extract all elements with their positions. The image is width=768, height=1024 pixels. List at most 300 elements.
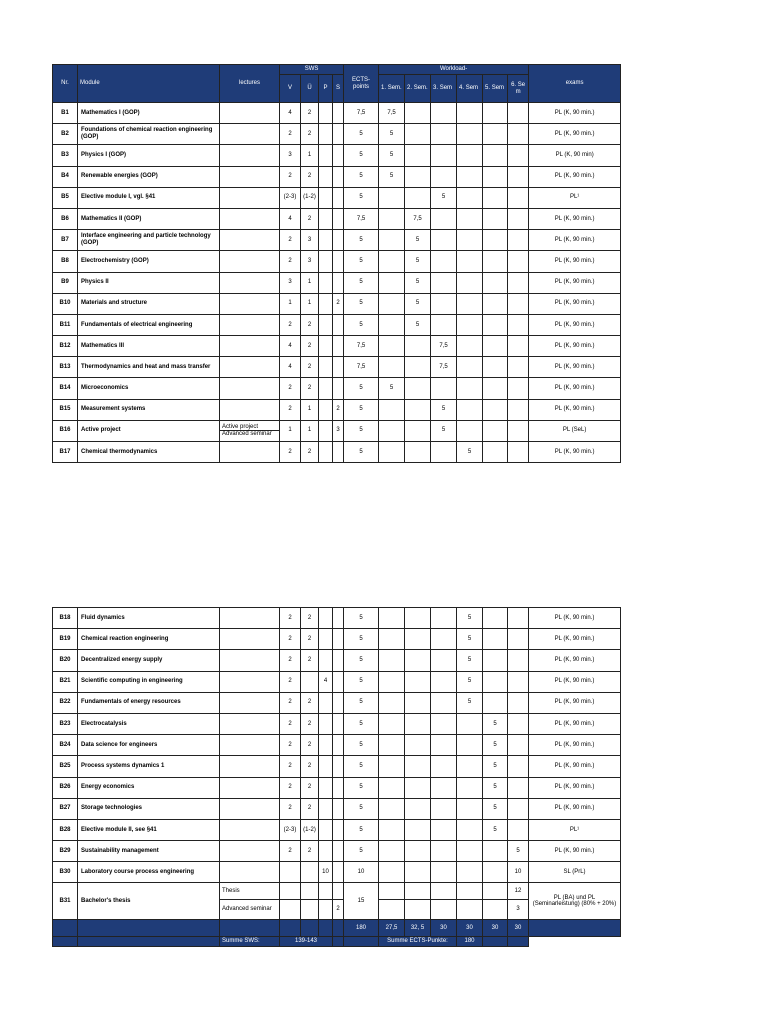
workload-sem5: [483, 841, 508, 862]
workload-sem1: [379, 735, 405, 756]
exam-type: PL (SeL): [529, 420, 621, 441]
ects-points: 5: [344, 819, 379, 840]
sws-v: 2: [280, 399, 301, 420]
workload-sem1: [379, 756, 405, 777]
module-nr: B10: [53, 293, 78, 314]
workload-sem6: [508, 272, 529, 293]
module-table-part1: [52, 64, 621, 463]
header-s: S: [333, 75, 344, 103]
workload-sem1: [379, 819, 405, 840]
workload-sem5: [483, 145, 508, 166]
lecture-type: [220, 187, 280, 208]
sws-v: 2: [280, 442, 301, 463]
module-nr: B18: [53, 608, 78, 629]
module-name: Storage technologies: [78, 798, 220, 819]
sws-p: [319, 314, 333, 335]
ects-points: 5: [344, 251, 379, 272]
sws-v: 2: [280, 713, 301, 734]
workload-sem1: 7,5: [379, 103, 405, 124]
lecture-type: [220, 420, 280, 441]
workload-sem5: [483, 103, 508, 124]
workload-sem2: [405, 841, 431, 862]
exam-type: PL (K, 90 min.): [529, 357, 621, 378]
workload-sem2: [405, 442, 431, 463]
header-sws: SWS: [280, 65, 344, 75]
workload-sem3: [431, 671, 457, 692]
workload-sem3: 7,5: [431, 357, 457, 378]
workload-sem2: [405, 336, 431, 357]
sws-s: [333, 208, 344, 229]
ects-points: 5: [344, 735, 379, 756]
module-nr: B27: [53, 798, 78, 819]
workload-sem5: [483, 629, 508, 650]
exam-type: PL (K, 90 min): [529, 145, 621, 166]
workload-sem2: [405, 735, 431, 756]
sws-v: 4: [280, 208, 301, 229]
sws-p: [319, 378, 333, 399]
workload-sem5: [483, 230, 508, 251]
sws-p: 4: [319, 671, 333, 692]
module-nr: B6: [53, 208, 78, 229]
workload-sem2: [405, 608, 431, 629]
sws-s: [333, 798, 344, 819]
workload-sem1: [379, 862, 405, 883]
workload-sem3: 7,5: [431, 336, 457, 357]
workload-sem3: [431, 629, 457, 650]
workload-sem4: [457, 756, 483, 777]
workload-sem3: [431, 735, 457, 756]
workload-sem4: 5: [457, 608, 483, 629]
module-name: Fundamentals of electrical engineering: [78, 314, 220, 335]
workload-sem3: [431, 124, 457, 145]
exam-type: SL (PrL): [529, 862, 621, 883]
lecture-type: [220, 230, 280, 251]
thesis-ects: 15: [344, 883, 379, 920]
exam-type: PL (K, 90 min.): [529, 671, 621, 692]
module-name: Active project: [78, 420, 220, 441]
workload-sem4: [457, 145, 483, 166]
module-nr: B9: [53, 272, 78, 293]
sws-v: 2: [280, 841, 301, 862]
ects-sum-value: 180: [457, 937, 483, 947]
exam-type: PL (K, 90 min.): [529, 841, 621, 862]
sws-p: [319, 399, 333, 420]
lecture-type: [220, 103, 280, 124]
lecture-type: [220, 314, 280, 335]
lecture-type: [220, 336, 280, 357]
total-sem4: 30: [457, 920, 483, 937]
table-row: [53, 420, 621, 441]
table-row: [53, 272, 621, 293]
workload-sem3: [431, 208, 457, 229]
workload-sem1: [379, 713, 405, 734]
sws-u: 2: [301, 166, 319, 187]
workload-sem6: [508, 357, 529, 378]
sws-s: [333, 862, 344, 883]
module-nr: B11: [53, 314, 78, 335]
workload-sem3: [431, 608, 457, 629]
workload-sem3: [431, 293, 457, 314]
header-sem5: 5. Sem: [483, 75, 508, 103]
workload-sem5: [483, 378, 508, 399]
module-name: Materials and structure: [78, 293, 220, 314]
workload-sem5: 5: [483, 735, 508, 756]
lecture-type: [220, 713, 280, 734]
sws-s: [333, 187, 344, 208]
table-row: [53, 629, 621, 650]
exam-type: PL (K, 90 min.): [529, 735, 621, 756]
workload-sem4: [457, 735, 483, 756]
lecture-type: [220, 293, 280, 314]
sws-s: [333, 251, 344, 272]
workload-sem6: [508, 420, 529, 441]
workload-sem1: [379, 841, 405, 862]
workload-sem1: [379, 420, 405, 441]
exam-type: PL¹: [529, 819, 621, 840]
table-row: [53, 378, 621, 399]
sws-s: [333, 314, 344, 335]
workload-sem5: 5: [483, 756, 508, 777]
lecture-type-secondary: Advanced seminar: [222, 431, 272, 438]
workload-sem2: [405, 819, 431, 840]
lecture-type: [220, 608, 280, 629]
sws-v: 2: [280, 735, 301, 756]
exam-type: PL (K, 90 min.): [529, 378, 621, 399]
sws-p: [319, 166, 333, 187]
total-ects: 180: [344, 920, 379, 937]
workload-sem4: 5: [457, 671, 483, 692]
table-row: [53, 187, 621, 208]
table-row: [53, 862, 621, 883]
exam-type: PL (K, 90 min.): [529, 293, 621, 314]
sws-s: [333, 145, 344, 166]
workload-sem5: [483, 166, 508, 187]
sws-v: 2: [280, 166, 301, 187]
sws-v: 2: [280, 124, 301, 145]
exam-type: PL (K, 90 min.): [529, 608, 621, 629]
sws-s: [333, 756, 344, 777]
sws-v: 4: [280, 336, 301, 357]
workload-sem4: 5: [457, 692, 483, 713]
module-nr: B20: [53, 650, 78, 671]
ects-points: 5: [344, 420, 379, 441]
workload-sem6: [508, 145, 529, 166]
sws-v: [280, 862, 301, 883]
workload-sem6: [508, 251, 529, 272]
workload-sem1: [379, 650, 405, 671]
header-ects: ECTS-points: [344, 65, 379, 103]
workload-sem4: [457, 103, 483, 124]
sws-u: 2: [301, 735, 319, 756]
sws-p: [319, 713, 333, 734]
sws-u: 2: [301, 650, 319, 671]
workload-sem2: 5: [405, 251, 431, 272]
sws-v: 2: [280, 671, 301, 692]
sws-s: [333, 357, 344, 378]
workload-sem2: [405, 166, 431, 187]
lecture-type: [220, 208, 280, 229]
sws-v: 2: [280, 608, 301, 629]
sws-p: [319, 103, 333, 124]
workload-sem4: [457, 357, 483, 378]
workload-sem2: [405, 692, 431, 713]
workload-sem1: [379, 336, 405, 357]
sws-u: 3: [301, 230, 319, 251]
exam-type: PL (K, 90 min.): [529, 230, 621, 251]
workload-sem1: [379, 293, 405, 314]
module-nr: B2: [53, 124, 78, 145]
sws-u: 2: [301, 124, 319, 145]
module-name: Physics II: [78, 272, 220, 293]
table-row: [53, 798, 621, 819]
workload-sem4: [457, 420, 483, 441]
workload-sem6: [508, 103, 529, 124]
sws-s: [333, 629, 344, 650]
workload-sem1: [379, 251, 405, 272]
workload-sem1: [379, 399, 405, 420]
module-nr: B15: [53, 399, 78, 420]
workload-sem3: [431, 841, 457, 862]
sws-u: 1: [301, 272, 319, 293]
table-body-part2: [53, 608, 621, 883]
total-sem5: 30: [483, 920, 508, 937]
lecture-type: [220, 819, 280, 840]
module-name: Sustainability management: [78, 841, 220, 862]
module-nr: B30: [53, 862, 78, 883]
sws-u: 1: [301, 399, 319, 420]
exam-type: PL (K, 90 min.): [529, 251, 621, 272]
table-row: [53, 671, 621, 692]
workload-sem3: [431, 819, 457, 840]
exam-type: PL (K, 90 min.): [529, 692, 621, 713]
total-sem1: 27,5: [379, 920, 405, 937]
ects-points: 5: [344, 629, 379, 650]
workload-sem5: [483, 314, 508, 335]
ects-points: 10: [344, 862, 379, 883]
sws-p: [319, 145, 333, 166]
header-exams: exams: [529, 65, 621, 103]
module-name: Electrochemistry (GOP): [78, 251, 220, 272]
workload-sem2: 5: [405, 272, 431, 293]
ects-points: 5: [344, 399, 379, 420]
table-row: [53, 124, 621, 145]
sws-s: [333, 166, 344, 187]
workload-sem4: [457, 251, 483, 272]
sws-s: [333, 819, 344, 840]
sws-s: [333, 735, 344, 756]
header-sem4: 4. Sem: [457, 75, 483, 103]
table-row: [53, 399, 621, 420]
sws-p: [319, 293, 333, 314]
workload-sem5: 5: [483, 777, 508, 798]
workload-sem3: [431, 862, 457, 883]
workload-sem3: 5: [431, 399, 457, 420]
workload-sem5: [483, 272, 508, 293]
workload-sem3: 5: [431, 187, 457, 208]
workload-sem6: [508, 713, 529, 734]
workload-sem1: 5: [379, 378, 405, 399]
module-nr: B16: [53, 420, 78, 441]
exam-type: PL (K, 90 min.): [529, 756, 621, 777]
sws-sum-label: Summe SWS:: [220, 937, 280, 947]
module-name: Decentralized energy supply: [78, 650, 220, 671]
workload-sem2: 5: [405, 293, 431, 314]
exam-type: PL (K, 90 min.): [529, 442, 621, 463]
module-name: Chemical thermodynamics: [78, 442, 220, 463]
sws-p: [319, 187, 333, 208]
table-row: [53, 103, 621, 124]
sws-u: 2: [301, 208, 319, 229]
lecture-type: [220, 251, 280, 272]
sws-u: 2: [301, 442, 319, 463]
table-row: [53, 442, 621, 463]
lecture-type: [220, 145, 280, 166]
module-nr: B17: [53, 442, 78, 463]
module-nr: B24: [53, 735, 78, 756]
workload-sem3: [431, 777, 457, 798]
workload-sem2: [405, 629, 431, 650]
table-row: [53, 166, 621, 187]
sws-u: (1-2): [301, 187, 319, 208]
workload-sem6: 10: [508, 862, 529, 883]
sws-u: 2: [301, 608, 319, 629]
ects-points: 5: [344, 777, 379, 798]
sws-v: 3: [280, 272, 301, 293]
workload-sem1: [379, 608, 405, 629]
ects-points: 5: [344, 650, 379, 671]
sws-p: [319, 819, 333, 840]
thesis-sem6b: 3: [508, 900, 529, 920]
exam-type: PL (K, 90 min.): [529, 314, 621, 335]
workload-sem1: 5: [379, 166, 405, 187]
sws-s: [333, 230, 344, 251]
module-name: Elective module II, see §41: [78, 819, 220, 840]
workload-sem6: [508, 208, 529, 229]
module-nr: B21: [53, 671, 78, 692]
header-module: Module: [78, 65, 220, 103]
module-name: Measurement systems: [78, 399, 220, 420]
workload-sem6: [508, 293, 529, 314]
module-nr: B23: [53, 713, 78, 734]
lecture-type: [220, 166, 280, 187]
sws-p: [319, 124, 333, 145]
workload-sem6: [508, 650, 529, 671]
sws-p: [319, 777, 333, 798]
sws-v: 2: [280, 230, 301, 251]
module-nr: B25: [53, 756, 78, 777]
table-row: [53, 357, 621, 378]
ects-sum-label: Summe ECTS-Punkte:: [379, 937, 457, 947]
module-name: Microeconomics: [78, 378, 220, 399]
sws-v: 4: [280, 103, 301, 124]
workload-sem3: [431, 713, 457, 734]
workload-sem4: [457, 841, 483, 862]
table-row: [53, 251, 621, 272]
workload-sem2: [405, 777, 431, 798]
sws-v: (2-3): [280, 819, 301, 840]
workload-sem2: [405, 145, 431, 166]
sws-s: [333, 608, 344, 629]
ects-points: 5: [344, 442, 379, 463]
sws-p: [319, 735, 333, 756]
workload-sem2: [405, 862, 431, 883]
sws-v: 2: [280, 650, 301, 671]
sws-v: 2: [280, 777, 301, 798]
module-nr: B3: [53, 145, 78, 166]
sws-s: [333, 272, 344, 293]
workload-sem3: [431, 378, 457, 399]
module-name: Mathematics III: [78, 336, 220, 357]
lecture-type: [220, 378, 280, 399]
workload-sem2: [405, 671, 431, 692]
workload-sem4: [457, 230, 483, 251]
sws-u: 1: [301, 145, 319, 166]
exam-type: PL (K, 90 min.): [529, 798, 621, 819]
exam-type: PL (K, 90 min.): [529, 124, 621, 145]
workload-sem3: [431, 103, 457, 124]
module-name: Electrocatalysis: [78, 713, 220, 734]
exam-type: PL (K, 90 min.): [529, 777, 621, 798]
workload-sem5: [483, 399, 508, 420]
workload-sem3: [431, 166, 457, 187]
exam-type: PL¹: [529, 187, 621, 208]
module-name: Fluid dynamics: [78, 608, 220, 629]
header-nr: Nr.: [53, 65, 78, 103]
module-table-part2: [52, 607, 621, 947]
workload-sem4: [457, 208, 483, 229]
lecture-type: [220, 399, 280, 420]
workload-sem6: [508, 798, 529, 819]
workload-sem4: [457, 819, 483, 840]
workload-sem1: 5: [379, 124, 405, 145]
workload-sem4: [457, 336, 483, 357]
workload-sem3: [431, 692, 457, 713]
lecture-type: [220, 692, 280, 713]
sws-p: [319, 420, 333, 441]
sws-s: [333, 671, 344, 692]
sws-p: [319, 336, 333, 357]
workload-sem5: [483, 357, 508, 378]
ects-points: 5: [344, 145, 379, 166]
table-row: [53, 314, 621, 335]
workload-sem3: [431, 272, 457, 293]
table-row: [53, 756, 621, 777]
sws-p: [319, 357, 333, 378]
header-sem3: 3. Sem: [431, 75, 457, 103]
workload-sem2: [405, 650, 431, 671]
workload-sem4: [457, 314, 483, 335]
workload-sem5: [483, 862, 508, 883]
workload-sem3: [431, 230, 457, 251]
sws-u: 2: [301, 629, 319, 650]
header-sem6: 6. Se m: [508, 75, 529, 103]
sws-p: [319, 629, 333, 650]
sws-p: [319, 208, 333, 229]
thesis-nr: B31: [53, 883, 78, 920]
table-row: [53, 230, 621, 251]
exam-type: PL (K, 90 min.): [529, 713, 621, 734]
workload-sem6: [508, 314, 529, 335]
module-nr: B7: [53, 230, 78, 251]
thesis-lecture2: Advanced seminar: [220, 900, 280, 920]
workload-sem1: [379, 692, 405, 713]
module-name: Renewable energies (GOP): [78, 166, 220, 187]
sws-u: 2: [301, 692, 319, 713]
workload-sem5: [483, 650, 508, 671]
module-name: Interface engineering and particle technology (GOP): [78, 230, 220, 251]
lecture-type: [220, 756, 280, 777]
sws-v: 3: [280, 145, 301, 166]
